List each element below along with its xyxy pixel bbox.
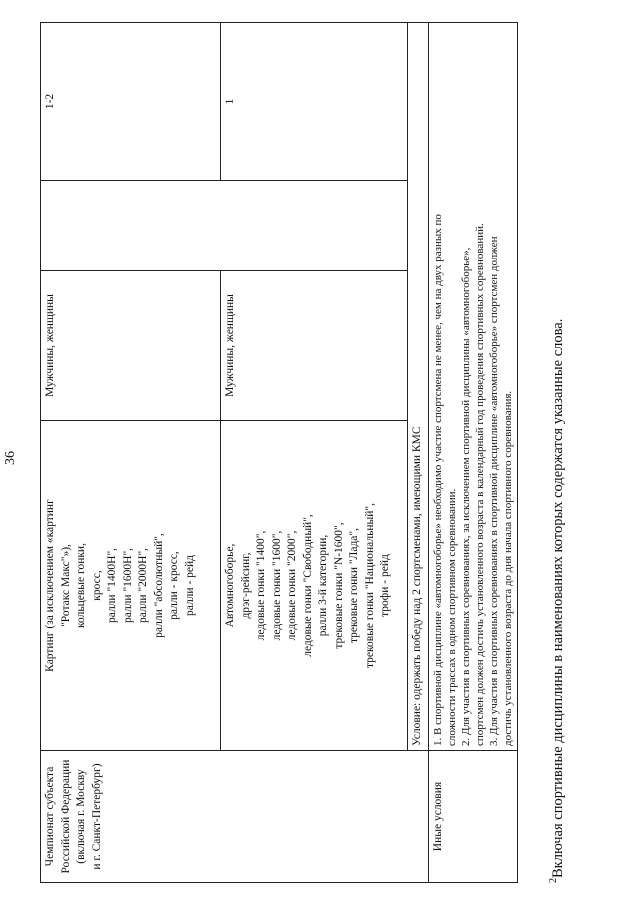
disciplines-cell-b	[221, 421, 408, 751]
text-line: 1. В спортивной дисциплине «автомногоборье» необходимо участие спортсмена не менее, чем на двух разных по	[431, 214, 444, 746]
text-line: трековые гонки "N-1600",	[332, 522, 345, 649]
gender-cell-a	[41, 271, 221, 421]
disciplines-list-b	[223, 425, 394, 746]
place-cell-a	[41, 23, 221, 181]
competition-cell	[41, 751, 429, 883]
text-line: кольцевые гонки,	[75, 543, 87, 628]
condition-cell	[408, 23, 429, 751]
text-line: (включая г. Москву	[75, 769, 87, 864]
text-line: ралли - кросс,	[168, 551, 180, 620]
table-row	[428, 23, 517, 883]
text-line: трековые гонки "Лада",	[348, 528, 360, 643]
text-line: трофи - рейд	[379, 554, 391, 617]
footnote	[548, 319, 567, 883]
text-line: ралли "1400Н",	[106, 547, 118, 624]
place-text: 1	[224, 98, 236, 105]
text-line: 2. Для участия в спортивных соревнованиях, за исключением спортивной дисциплины «автомногоборье»,	[459, 247, 472, 746]
disciplines-list-a	[43, 425, 198, 746]
place-text: 1-2	[44, 93, 56, 110]
other-conditions-label: Иные условия	[431, 781, 444, 852]
condition-text: Условие: одержать победу над 2 спортсменами, имеющими КМС	[411, 426, 423, 746]
redacted-area	[41, 181, 408, 271]
text-line: 3. Для участия в спортивных соревнованиях в спортивной дисциплине «автомногоборье» спортсмен должен	[487, 236, 500, 746]
text-line: Чемпионат субъекта	[44, 766, 56, 867]
other-conditions-label-cell	[428, 751, 517, 883]
text-line: трековые гонки "Национальный",	[363, 503, 376, 668]
text-line: ледовые гонки "2000",	[286, 530, 298, 641]
text-line: ледовые гонки "1400",	[255, 530, 267, 641]
gender-text: Мужчины, женщины	[44, 294, 56, 397]
place-cell-b	[221, 23, 408, 181]
text-line: и г. Санкт-Петербург)	[90, 763, 103, 870]
text-line: Автомногоборье,	[224, 543, 236, 628]
text-line: "Ротакс Макс"»),	[59, 544, 72, 627]
text-line: достичь установленного возраста до дня начала спортивного соревнования.	[501, 390, 514, 746]
text-line: сложности трассах в одном спортивном соревновании.	[445, 488, 458, 746]
text-line: ледовые гонки "Свободный",	[301, 514, 314, 657]
text-line: ралли 3-й категории,	[317, 534, 329, 637]
table-row	[41, 23, 221, 883]
other-conditions-lines	[431, 27, 515, 746]
disciplines-cell-a	[41, 421, 221, 751]
other-conditions-cell	[428, 23, 517, 751]
text-line: кросс,	[90, 570, 103, 601]
footnote-mark: 2	[548, 878, 559, 883]
text-line: дрэг-рейсинг,	[239, 552, 252, 619]
requirements-table	[40, 22, 518, 883]
text-line: ралли "1600Н",	[121, 547, 134, 624]
gender-text: Мужчины, женщины	[224, 294, 236, 397]
page-number: 36	[3, 451, 18, 465]
text-line: ралли "абсолютный",	[152, 533, 165, 638]
text-line: ледовые гонки "1600",	[270, 530, 283, 641]
competition-lines	[43, 755, 105, 878]
footnote-text: Включая спортивные дисциплины в наименованиях которых содержатся указанные слова.	[549, 318, 566, 878]
text-line: спортсмен должен достичь установленного возраста в календарный год проведения спортивных соревнований.	[473, 223, 486, 746]
text-line: Картинг (за исключением «картинг	[44, 499, 56, 672]
text-line: ралли - рейд	[183, 554, 196, 617]
text-line: Российской Федерации	[59, 759, 72, 874]
gender-cell-b	[221, 271, 408, 421]
text-line: ралли "2000Н",	[137, 547, 149, 624]
